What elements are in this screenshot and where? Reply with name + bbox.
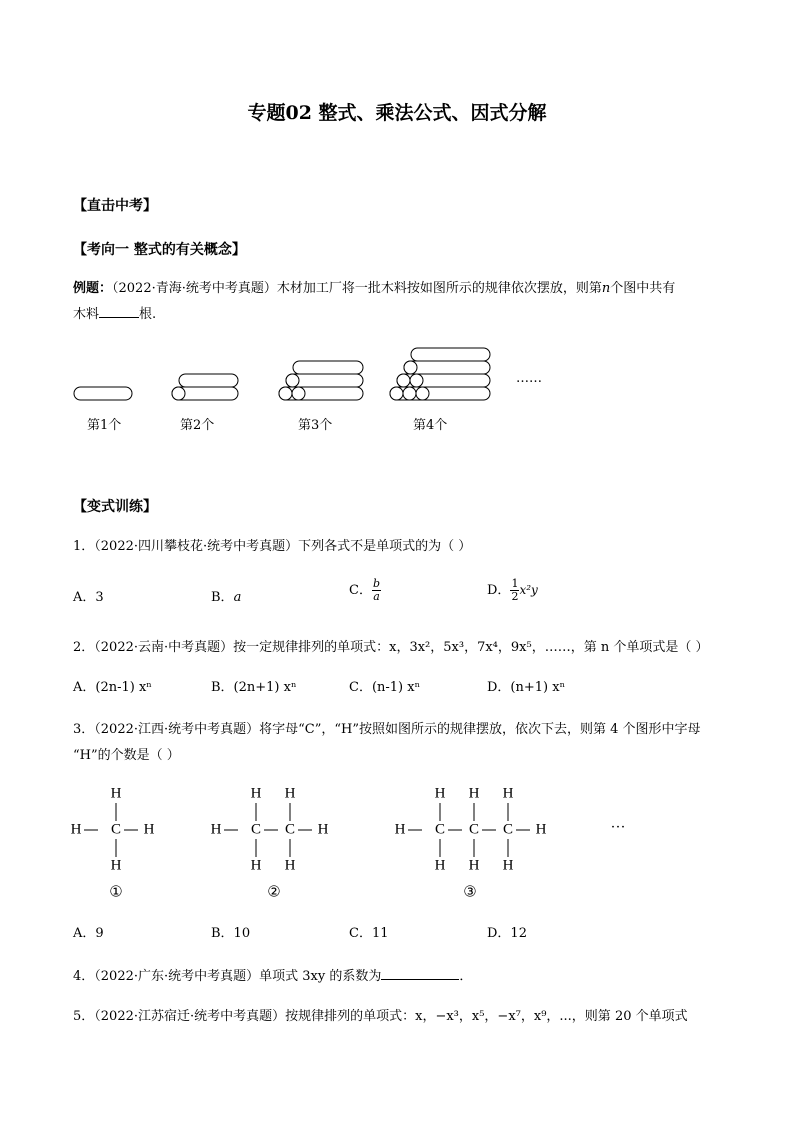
example-source: （2022·青海·统考中考真题） — [112, 281, 277, 296]
logs-caption-4: 第4个 — [413, 418, 448, 433]
logs-ellipsis: …… — [516, 371, 542, 386]
h-letter: H — [468, 857, 480, 874]
q3-option-d: D．12 — [487, 926, 527, 941]
h-letter: H — [394, 821, 406, 838]
logs-figure — [68, 340, 558, 410]
h-letter: H — [317, 821, 329, 838]
c-letter: C — [250, 821, 262, 838]
c-letter: C — [502, 821, 514, 838]
q3-stem-line-1: 3．（2022·江西·统考中考真题）将字母“C”，“H”按照如图所示的规律摆放，依次下去，则第 4 个图形中字母 — [73, 722, 701, 737]
figure-index-label: ③ — [463, 884, 477, 901]
page-title: 专题02 整式、乘法公式、因式分解 — [247, 102, 547, 124]
q1-option-c-label: C． — [349, 583, 372, 598]
q2-option-d: D．(n+1) xⁿ — [487, 680, 566, 695]
example-line-1 — [73, 278, 675, 300]
logs-caption-2: 第2个 — [180, 418, 215, 433]
example-text-2: 个图中共有 — [610, 281, 676, 296]
h-letter: H — [143, 821, 155, 838]
hydrocarbon-figure — [60, 780, 640, 910]
h-letter: H — [210, 821, 222, 838]
h-letter: H — [110, 785, 122, 802]
q2-stem: 2．（2022·云南·中考真题）按一定规律排列的单项式：x，3x²，5x³，7x⁴，9x⁵，……，第 n 个单项式是（ ） — [73, 640, 709, 655]
q1-option-d — [487, 578, 538, 603]
h-letter: H — [502, 785, 514, 802]
h-letter: H — [250, 785, 262, 802]
h-letter: H — [468, 785, 480, 802]
example-text-4: 根. — [139, 307, 157, 322]
c-letter: C — [110, 821, 122, 838]
q1-option-c-fraction — [372, 578, 381, 603]
q4-text-2: ． — [459, 969, 473, 984]
fraction-numerator: b — [372, 577, 380, 590]
q1-option-b-value: a — [233, 590, 242, 605]
q3-option-a: A．9 — [73, 926, 104, 941]
h-letter: H — [70, 821, 82, 838]
q2-option-c: C．(n-1) xⁿ — [349, 680, 421, 695]
fraction-numerator: 1 — [511, 577, 519, 590]
figure-ellipsis: ··· — [610, 819, 626, 836]
h-letter: H — [434, 857, 446, 874]
q2-option-a: A．(2n-1) xⁿ — [73, 680, 152, 695]
section-topic-heading: 【考向一 整式的有关概念】 — [73, 242, 246, 258]
q1-option-b — [211, 587, 241, 609]
fraction-denominator: a — [373, 590, 380, 603]
section-main-heading: 【直击中考】 — [73, 198, 157, 214]
answer-blank — [381, 979, 459, 980]
q1-option-b-label: B． — [211, 590, 234, 605]
q4-text-1: 4．（2022·广东·统考中考真题）单项式 3xy 的系数为 — [73, 969, 382, 984]
h-letter: H — [284, 785, 296, 802]
q1-option-a: A．3 — [73, 590, 104, 605]
example-text-3: 木料 — [73, 307, 100, 322]
figure-index-label: ② — [267, 884, 281, 901]
c-letter: C — [468, 821, 480, 838]
q2-option-b: B．(2n+1) xⁿ — [211, 680, 297, 695]
example-line-2 — [73, 304, 156, 326]
q1-option-c — [349, 578, 381, 603]
log-stack-2 — [172, 374, 238, 400]
q1-stem: 1．（2022·四川攀枝花·统考中考真题）下列各式不是单项式的为（ ） — [73, 539, 472, 554]
q5-line: 5．（2022·江苏宿迁·统考中考真题）按规律排列的单项式：x，−x³，x⁵，−x⁷，x⁹，...，则第 20 个单项式 — [73, 1009, 688, 1024]
example-text-1: 木材加工厂将一批木料按如图所示的规律依次摆放，则第 — [276, 281, 602, 296]
c-letter: C — [434, 821, 446, 838]
q3-stem-line-2: “H”的个数是（ ） — [73, 748, 180, 763]
h-letter: H — [110, 857, 122, 874]
q4-line — [73, 966, 472, 988]
fraction-denominator: 2 — [511, 590, 519, 603]
q3-option-b: B．10 — [211, 926, 251, 941]
h-letter: H — [250, 857, 262, 874]
q3-option-c: C．11 — [349, 926, 389, 941]
h-letter: H — [434, 785, 446, 802]
logs-caption-3: 第3个 — [298, 418, 333, 433]
log-stack-3 — [279, 361, 363, 400]
q1-option-d-label: D． — [487, 583, 511, 598]
answer-blank — [99, 317, 139, 318]
h-letter: H — [502, 857, 514, 874]
c-letter: C — [284, 821, 296, 838]
logs-caption-1: 第1个 — [87, 418, 122, 433]
log-stack-4 — [390, 348, 490, 400]
section-practice-heading: 【变式训练】 — [73, 499, 157, 515]
q1-option-d-tail: x²y — [519, 583, 538, 597]
log-stack-1 — [74, 387, 132, 400]
example-var-n: n — [601, 281, 611, 296]
h-letter: H — [284, 857, 296, 874]
figure-index-label: ① — [109, 884, 123, 901]
h-letter: H — [535, 821, 547, 838]
example-label: 例题： — [73, 281, 113, 296]
